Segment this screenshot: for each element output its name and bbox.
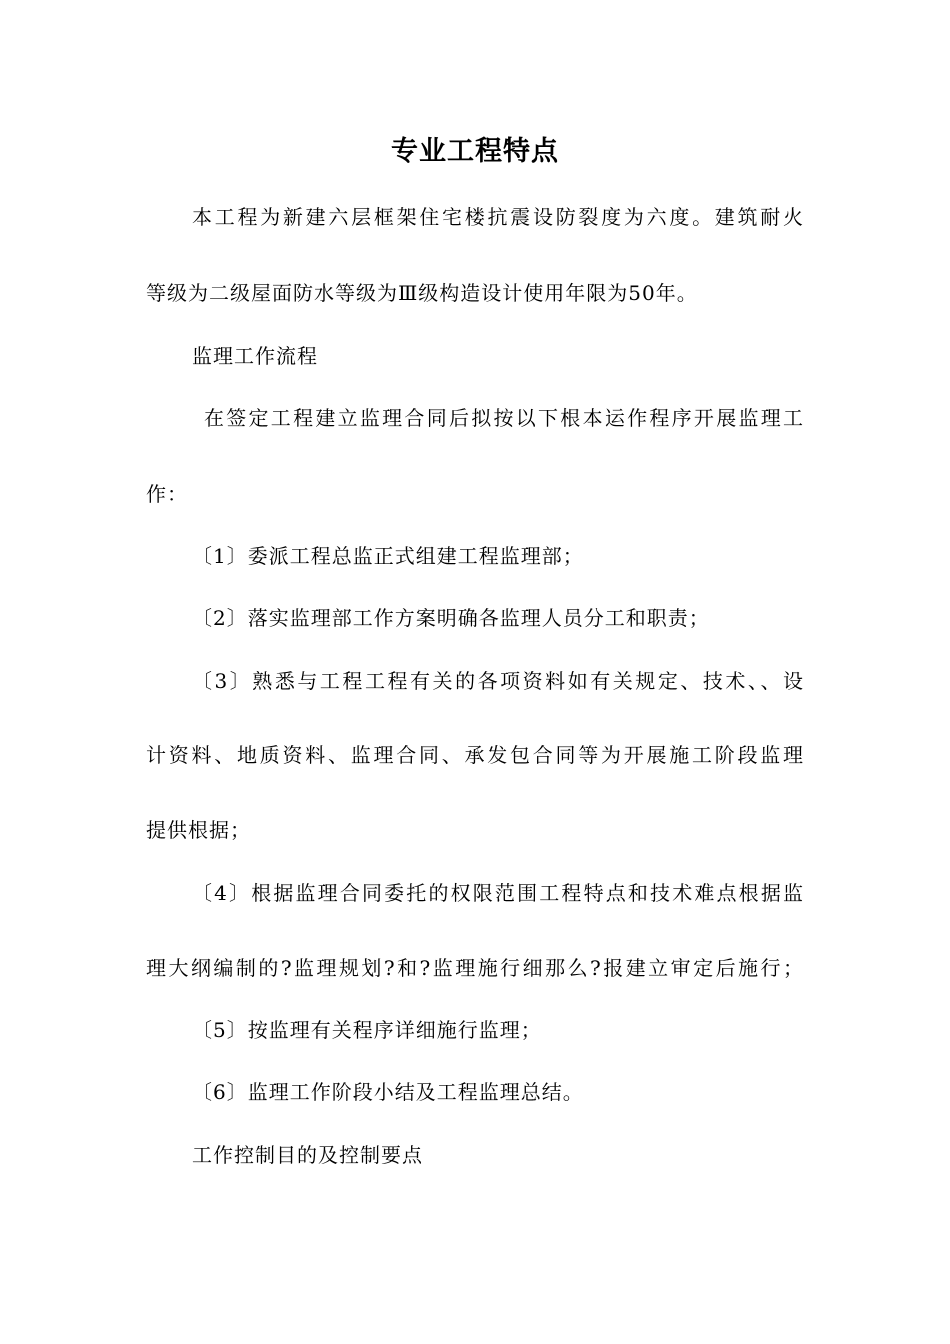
list-item: 〔6〕监理工作阶段小结及工程监理总结。 xyxy=(192,1080,584,1104)
list-item: 〔4〕根据监理合同委托的权限范围工程特点和技术难点根据监 xyxy=(192,881,804,905)
list-item: 〔2〕落实监理部工作方案明确各监理人员分工和职责； xyxy=(192,606,710,630)
list-item: 〔5〕按监理有关程序详细施行监理； xyxy=(192,1018,542,1042)
paragraph-line: 本工程为新建六层框架住宅楼抗震设防裂度为六度。建筑耐火 xyxy=(192,205,804,229)
paragraph-line: 等级为二级屋面防水等级为Ⅲ级构造设计使用年限为50年。 xyxy=(146,281,698,305)
list-item-continuation: 计资料、地质资料、监理合同、承发包合同等为开展施工阶段监理 xyxy=(146,743,804,767)
page-title: 专业工程特点 xyxy=(391,136,559,167)
list-item-continuation: 理大纲编制的?监理规划?和?监理施行细那么?报建立审定后施行； xyxy=(146,956,804,980)
section-heading: 工作控制目的及控制要点 xyxy=(192,1143,423,1167)
paragraph-line: 在签定工程建立监理合同后拟按以下根本运作程序开展监理工 xyxy=(204,406,804,430)
paragraph-line: 作： xyxy=(146,482,188,506)
list-item: 〔3〕熟悉与工程工程有关的各项资料如有关规定、技术、、设 xyxy=(192,669,804,693)
list-item-continuation: 提供根据； xyxy=(146,818,251,842)
list-item: 〔1〕委派工程总监正式组建工程监理部； xyxy=(192,544,584,568)
section-heading: 监理工作流程 xyxy=(192,344,318,368)
